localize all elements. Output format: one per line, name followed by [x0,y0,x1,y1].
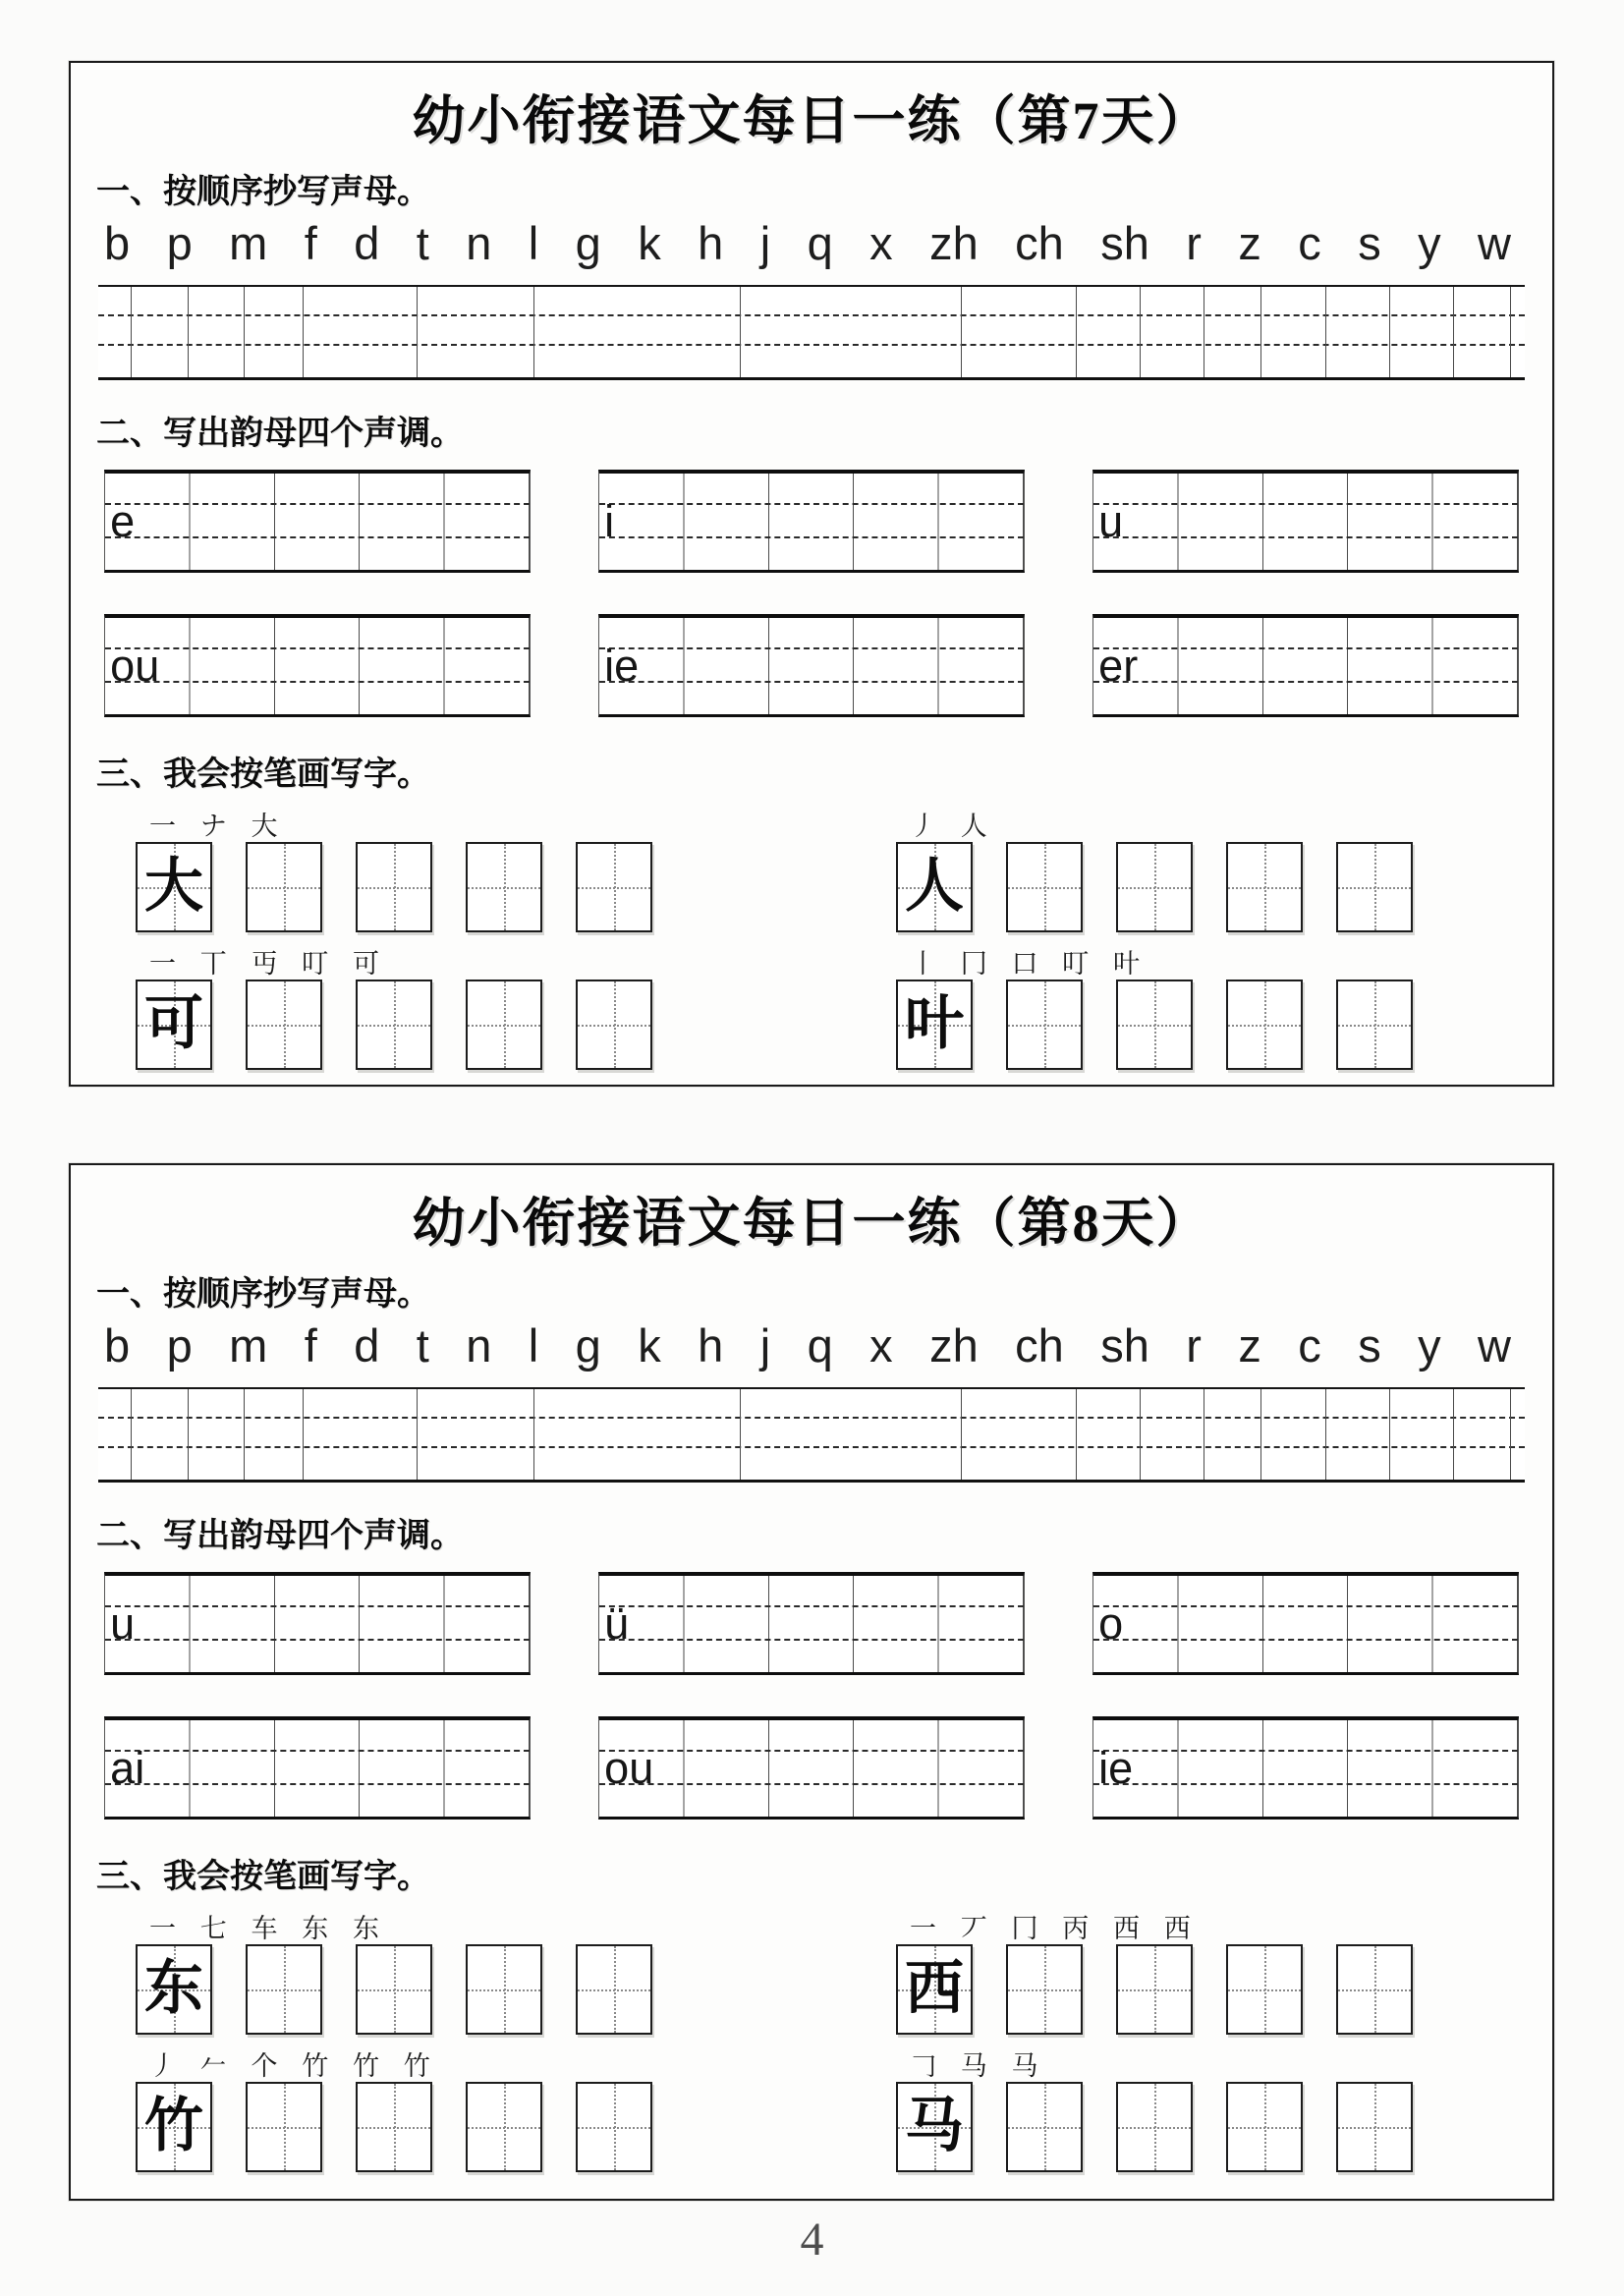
practice-box [1226,980,1303,1070]
character-label: 人 [905,853,964,919]
page-title: 幼小衔接语文每日一练（第7天） [412,91,1211,150]
pinyin-letter: ch [1015,1319,1064,1372]
tone-label: ie [1098,1743,1134,1793]
pinyin-letter: sh [1100,1319,1149,1372]
practice-box [1116,842,1193,932]
pinyin-letter: s [1358,217,1381,269]
tone-block [598,470,1025,573]
tone-block [1092,614,1519,717]
pinyin-letter: p [166,1319,193,1372]
pinyin-letter: x [869,1319,893,1372]
section3-heading: 三、我会按笔画写字。 [96,1859,430,1895]
character-practice-row [94,805,1529,932]
practice-box [466,1944,542,2035]
character-box [896,2082,973,2172]
tone-block [598,614,1025,717]
practice-box [1116,2082,1193,2172]
character-box [896,842,973,932]
section2-heading: 二、写出韵母四个声调。 [96,416,464,452]
pinyin-letter: r [1186,217,1202,269]
stroke-order-hint: 一 丆 冂 丙 西 西 [910,1914,1200,1943]
section1-heading: 一、按顺序抄写声母。 [96,174,430,210]
practice-box [466,842,542,932]
tone-label: i [604,496,615,546]
pinyin-letter: m [229,1319,268,1372]
practice-box [1336,842,1413,932]
pinyin-letter: y [1418,217,1441,269]
pinyin-letter: d [354,1319,380,1372]
character-unit [896,2044,1393,2172]
tone-block [598,1716,1025,1820]
practice-box [576,842,652,932]
character-label: 东 [144,1955,203,2021]
tone-block [1092,1572,1519,1675]
tone-label: ai [110,1743,145,1793]
tone-label: er [1098,641,1139,691]
pinyin-letter: n [466,217,492,269]
practice-box [1336,980,1413,1070]
character-label: 大 [144,853,203,919]
pinyin-letter: w [1478,1319,1511,1372]
pinyin-letter: ch [1015,217,1064,269]
pinyin-letter: z [1238,217,1261,269]
pinyin-letter: y [1418,1319,1441,1372]
tone-block [104,1716,531,1820]
character-box [136,980,212,1070]
grid-dashed-line [98,1417,1525,1419]
tone-block [104,614,531,717]
pinyin-letter: w [1478,217,1511,269]
character-label: 马 [905,2093,964,2158]
tone-label: u [110,1598,136,1649]
character-box [896,980,973,1070]
practice-box [1226,2082,1303,2172]
grid-dashed-line [98,1446,1525,1448]
tone-practice-row [94,614,1529,717]
practice-box [1226,1944,1303,2035]
stroke-order-hint: 丿 人 [910,812,996,841]
pinyin-letter: z [1238,1319,1261,1372]
pinyin-letter: j [759,217,771,269]
pinyin-letter: q [807,217,833,269]
stroke-order-hint: 一 七 车 东 东 [149,1914,388,1943]
practice-box [246,842,322,932]
character-unit [896,942,1393,1070]
pinyin-letter: r [1186,1319,1202,1372]
tone-block [104,470,531,573]
grid-dashed-line [98,314,1525,316]
character-practice-row [94,942,1529,1070]
page-number: 4 [800,2213,824,2266]
character-unit [136,805,633,932]
pinyin-letter: sh [1100,217,1149,269]
pinyin-letter: g [575,217,601,269]
practice-box [356,1944,432,2035]
practice-box [1006,2082,1083,2172]
pinyin-letter: f [304,217,317,269]
tone-label: e [110,496,136,546]
character-label: 可 [144,990,203,1056]
tone-practice-row [94,1572,1529,1675]
character-label: 竹 [144,2093,203,2158]
pinyin-letter: b [104,217,131,269]
tone-block [598,1572,1025,1675]
pinyin-letter: q [807,1319,833,1372]
pinyin-letter: p [166,217,193,269]
practice-box [466,2082,542,2172]
worksheet-panel-day7 [69,61,1554,1087]
pinyin-letter: m [229,217,268,269]
pinyin-letter: g [575,1319,601,1372]
pinyin-writing-grid [98,285,1525,380]
character-unit [896,1907,1393,2035]
stroke-order-hint: 一 丅 丏 叮 可 [149,949,388,979]
practice-box [1006,842,1083,932]
practice-box [356,2082,432,2172]
pinyin-letter: k [638,1319,661,1372]
page-title: 幼小衔接语文每日一练（第8天） [412,1194,1211,1253]
pinyin-letter: l [528,217,539,269]
tone-block [104,1572,531,1675]
character-unit [136,942,633,1070]
practice-box [246,2082,322,2172]
practice-box [1116,1944,1193,2035]
practice-box [356,842,432,932]
practice-box [1006,1944,1083,2035]
tone-label: ü [604,1598,630,1649]
pinyin-letter: t [416,1319,429,1372]
worksheet-panel-day8 [69,1163,1554,2201]
pinyin-letter: k [638,217,661,269]
character-unit [136,1907,633,2035]
tone-label: o [1098,1598,1124,1649]
tone-label: ie [604,641,640,691]
practice-box [1006,980,1083,1070]
practice-box [576,2082,652,2172]
pinyin-writing-grid [98,1387,1525,1483]
pinyin-letter: j [759,1319,771,1372]
practice-box [466,980,542,1070]
tone-block [1092,1716,1519,1820]
character-box [136,842,212,932]
character-box [136,1944,212,2035]
tone-practice-row [94,470,1529,573]
practice-box [576,1944,652,2035]
pinyin-letter: f [304,1319,317,1372]
practice-box [246,980,322,1070]
pinyin-letter: b [104,1319,131,1372]
initials-letter-row [94,212,1529,277]
pinyin-letter: h [698,217,724,269]
pinyin-letter: s [1358,1319,1381,1372]
character-box [896,1944,973,2035]
pinyin-letter: c [1298,1319,1321,1372]
initials-letter-row [94,1315,1529,1379]
tone-block [1092,470,1519,573]
tone-label: ou [604,1743,654,1793]
character-practice-row [94,1907,1529,2035]
pinyin-letter: x [869,217,893,269]
pinyin-letter: n [466,1319,492,1372]
practice-box [576,980,652,1070]
practice-box [1116,980,1193,1070]
practice-box [1336,1944,1413,2035]
section3-heading: 三、我会按笔画写字。 [96,756,430,793]
pinyin-letter: c [1298,217,1321,269]
pinyin-letter: t [416,217,429,269]
tone-label: ou [110,641,160,691]
pinyin-letter: l [528,1319,539,1372]
pinyin-letter: zh [929,1319,979,1372]
practice-box [356,980,432,1070]
grid-dashed-line [98,344,1525,346]
character-label: 叶 [905,990,964,1056]
section1-heading: 一、按顺序抄写声母。 [96,1276,430,1313]
pinyin-letter: h [698,1319,724,1372]
character-unit [136,2044,633,2172]
stroke-order-hint: 𠃌 马 马 [910,2051,1047,2081]
section2-heading: 二、写出韵母四个声调。 [96,1518,464,1554]
stroke-order-hint: 丿 𠂉 个 竹 竹 竹 [149,2051,439,2081]
character-unit [896,805,1393,932]
character-label: 西 [905,1955,964,2021]
tone-label: u [1098,496,1124,546]
stroke-order-hint: 一 ナ 大 [149,812,287,841]
character-practice-row [94,2044,1529,2172]
pinyin-letter: zh [929,217,979,269]
pinyin-letter: d [354,217,380,269]
tone-practice-row [94,1716,1529,1820]
character-box [136,2082,212,2172]
practice-box [1336,2082,1413,2172]
practice-box [1226,842,1303,932]
practice-box [246,1944,322,2035]
stroke-order-hint: 丨 冂 口 叮 叶 [910,949,1148,979]
